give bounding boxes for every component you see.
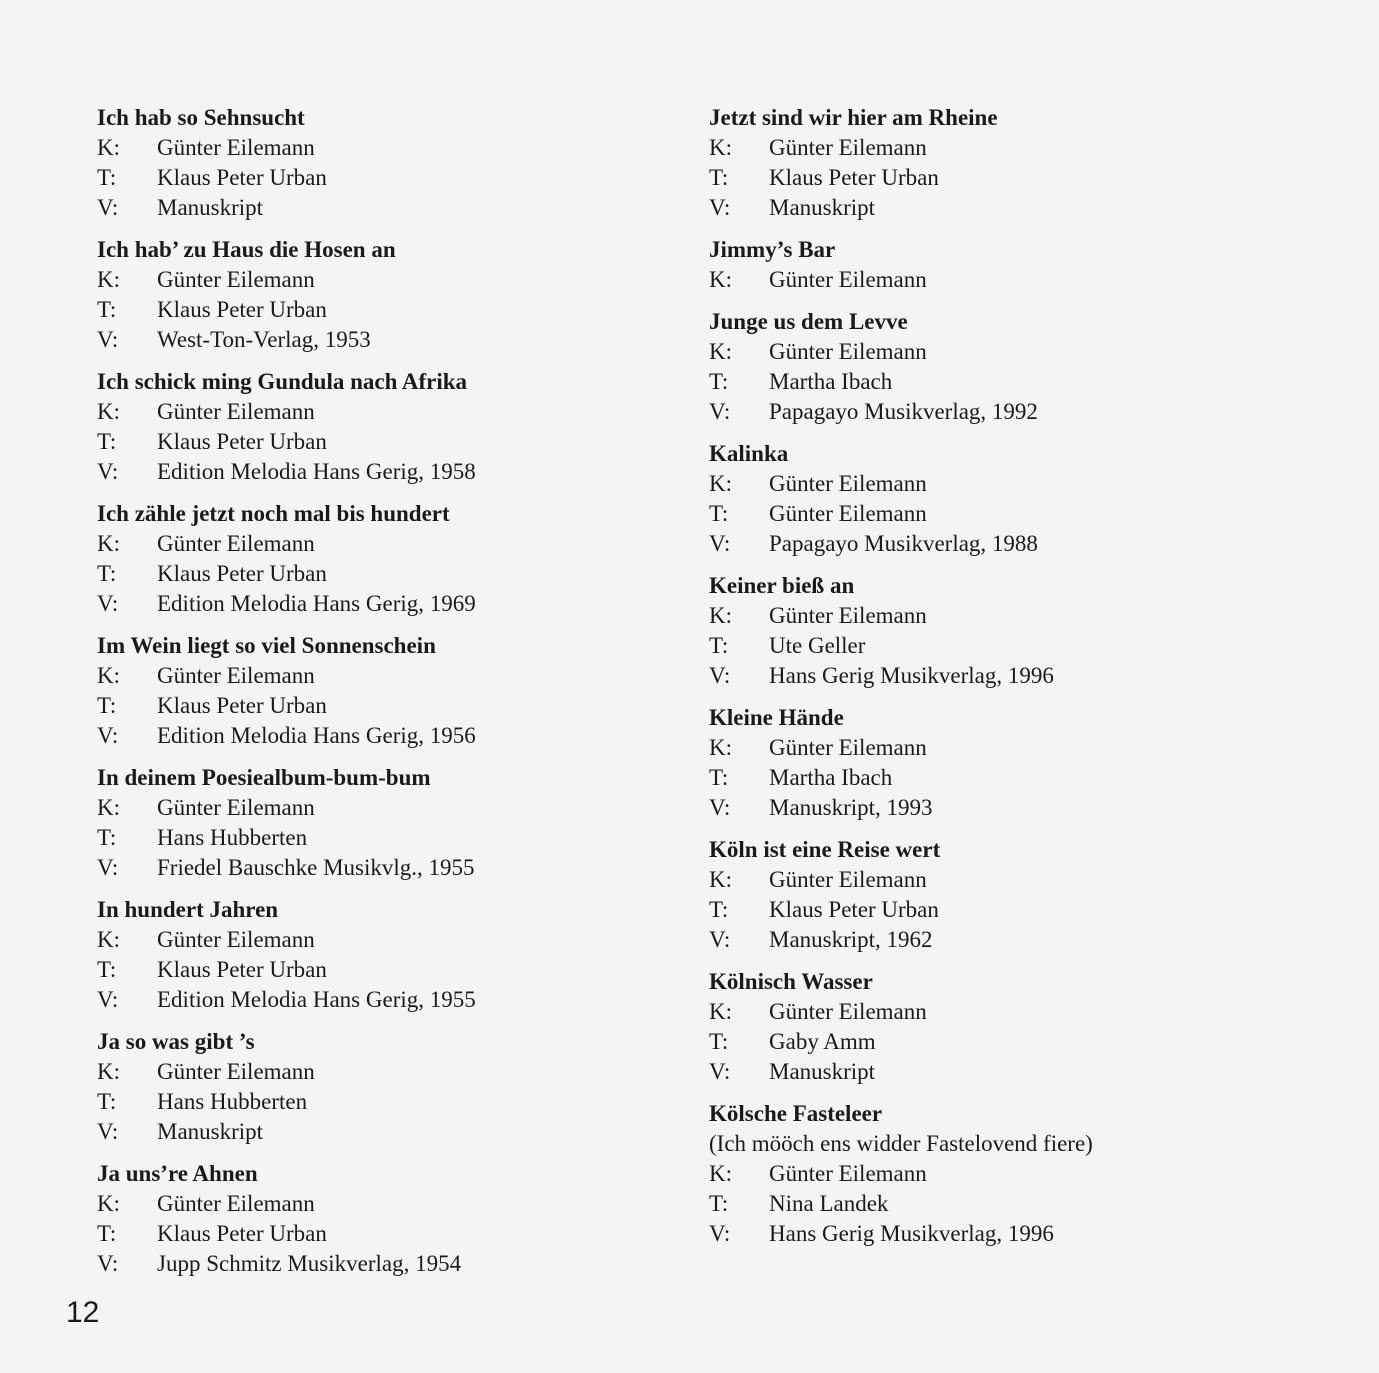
credit-value: Klaus Peter Urban — [157, 957, 327, 982]
credit-value: Günter Eilemann — [157, 795, 315, 820]
credit-role: T: — [97, 165, 117, 190]
song-entry — [709, 103, 1309, 223]
credit-value: Hans Hubberten — [157, 1089, 308, 1114]
song-entry — [709, 571, 1309, 691]
credit-role: V: — [97, 723, 119, 748]
credit-role: V: — [97, 1119, 119, 1144]
credit-line — [709, 631, 1309, 661]
credit-value: Günter Eilemann — [157, 531, 315, 556]
song-entry — [97, 631, 697, 751]
credit-line — [709, 763, 1309, 793]
song-entry — [97, 103, 697, 223]
credit-value: Klaus Peter Urban — [157, 165, 327, 190]
credit-role: V: — [97, 987, 119, 1012]
credit-value: Hans Hubberten — [157, 825, 308, 850]
credit-value: Manuskript — [157, 1119, 264, 1144]
song-entry — [97, 499, 697, 619]
right-column — [709, 103, 1309, 1261]
credit-value: Günter Eilemann — [769, 1161, 927, 1186]
song-title: Jimmy’s Bar — [709, 237, 836, 262]
credit-role: K: — [97, 1059, 120, 1084]
credit-line — [709, 529, 1309, 559]
credit-role: V: — [97, 855, 119, 880]
credit-value: Martha Ibach — [769, 765, 893, 790]
left-column — [97, 103, 697, 1291]
credit-line — [97, 823, 697, 853]
song-entry — [709, 439, 1309, 559]
song-entry — [709, 703, 1309, 823]
song-entry — [97, 367, 697, 487]
credit-role: T: — [709, 633, 729, 658]
credit-role: T: — [97, 825, 117, 850]
credit-line — [709, 733, 1309, 763]
credit-value: Klaus Peter Urban — [769, 165, 939, 190]
credit-value: Jupp Schmitz Musikverlag, 1954 — [157, 1251, 462, 1276]
credit-role: K: — [97, 1191, 120, 1216]
credit-line — [97, 925, 697, 955]
credit-line — [97, 1249, 697, 1279]
credit-role: K: — [709, 339, 732, 364]
song-entry — [97, 235, 697, 355]
credit-role: T: — [709, 165, 729, 190]
credit-role: T: — [97, 429, 117, 454]
credit-role: T: — [709, 1191, 729, 1216]
credit-value: Klaus Peter Urban — [769, 897, 939, 922]
credit-line — [709, 601, 1309, 631]
credit-value: Günter Eilemann — [769, 135, 927, 160]
credit-value: Klaus Peter Urban — [157, 693, 327, 718]
credit-role: K: — [97, 399, 120, 424]
credit-line — [709, 193, 1309, 223]
credit-role: K: — [97, 663, 120, 688]
credit-value: Günter Eilemann — [769, 339, 927, 364]
song-title: Jetzt sind wir hier am Rheine — [709, 105, 998, 130]
credit-role: V: — [709, 1221, 731, 1246]
credit-line — [709, 865, 1309, 895]
credit-value: Günter Eilemann — [769, 735, 927, 760]
song-title: Ja uns’re Ahnen — [97, 1161, 258, 1186]
credit-role: K: — [709, 603, 732, 628]
credit-role: T: — [97, 1221, 117, 1246]
credit-value: Günter Eilemann — [769, 501, 927, 526]
credit-line — [97, 427, 697, 457]
credit-line — [709, 1219, 1309, 1249]
credit-line — [97, 955, 697, 985]
page-number: 12 — [66, 1296, 100, 1329]
credit-value: Günter Eilemann — [769, 867, 927, 892]
credit-value: Papagayo Musikverlag, 1988 — [769, 531, 1038, 556]
credit-role: V: — [709, 195, 731, 220]
credit-role: V: — [97, 195, 119, 220]
song-title: In hundert Jahren — [97, 897, 279, 922]
credit-role: V: — [97, 591, 119, 616]
credit-line — [97, 529, 697, 559]
credit-value: Edition Melodia Hans Gerig, 1958 — [157, 459, 476, 484]
credit-role: V: — [709, 927, 731, 952]
credit-role: V: — [709, 795, 731, 820]
song-entry — [709, 307, 1309, 427]
song-entry — [97, 763, 697, 883]
credit-role: T: — [97, 693, 117, 718]
song-entry — [709, 1099, 1309, 1249]
credit-line — [709, 661, 1309, 691]
credit-value: Günter Eilemann — [157, 135, 315, 160]
credit-line — [97, 1219, 697, 1249]
song-title: Köln ist eine Reise wert — [709, 837, 941, 862]
song-title: Ich schick ming Gundula nach Afrika — [97, 369, 468, 394]
credit-value: Klaus Peter Urban — [157, 297, 327, 322]
credit-line — [97, 793, 697, 823]
song-title: Junge us dem Levve — [709, 309, 908, 334]
song-title: Im Wein liegt so viel Sonnenschein — [97, 633, 436, 658]
credit-role: K: — [709, 867, 732, 892]
song-title: Kalinka — [709, 441, 789, 466]
credit-value: Klaus Peter Urban — [157, 1221, 327, 1246]
credit-line — [97, 721, 697, 751]
credit-role: V: — [97, 327, 119, 352]
credit-value: Gaby Amm — [769, 1029, 876, 1054]
credit-line — [709, 1159, 1309, 1189]
credit-role: T: — [97, 957, 117, 982]
credit-value: Günter Eilemann — [769, 999, 927, 1024]
credit-role: T: — [709, 369, 729, 394]
credit-line — [97, 295, 697, 325]
credit-role: K: — [97, 267, 120, 292]
credit-line — [97, 853, 697, 883]
credit-value: Edition Melodia Hans Gerig, 1969 — [157, 591, 476, 616]
credit-value: Günter Eilemann — [157, 663, 315, 688]
song-entry — [709, 235, 1309, 295]
song-title: In deinem Poesiealbum-bum-bum — [97, 765, 431, 790]
credit-line — [709, 1057, 1309, 1087]
song-title: Keiner biеß an — [709, 573, 855, 598]
credit-line — [97, 691, 697, 721]
credit-value: Manuskript, 1962 — [769, 927, 933, 952]
credit-role: K: — [709, 999, 732, 1024]
credit-line — [97, 985, 697, 1015]
credit-line — [709, 1189, 1309, 1219]
credit-value: West-Ton-Verlag, 1953 — [157, 327, 371, 352]
credit-role: K: — [709, 267, 732, 292]
credit-value: Günter Eilemann — [157, 927, 315, 952]
credit-value: Hans Gerig Musikverlag, 1996 — [769, 1221, 1054, 1246]
credit-line — [97, 193, 697, 223]
credit-role: K: — [97, 531, 120, 556]
credit-line — [709, 265, 1309, 295]
credit-value: Günter Eilemann — [157, 1059, 315, 1084]
song-entry — [97, 1159, 697, 1279]
credit-line — [709, 793, 1309, 823]
credit-value: Edition Melodia Hans Gerig, 1955 — [157, 987, 476, 1012]
credit-value: Günter Eilemann — [157, 267, 315, 292]
credit-line — [709, 925, 1309, 955]
credit-value: Günter Eilemann — [769, 471, 927, 496]
credit-role: T: — [97, 561, 117, 586]
credit-role: K: — [97, 927, 120, 952]
credit-role: K: — [709, 135, 732, 160]
song-title: Ich hab so Sehnsucht — [97, 105, 305, 130]
song-title: Kleine Hände — [709, 705, 844, 730]
credit-line — [709, 997, 1309, 1027]
credit-line — [97, 397, 697, 427]
song-title: Ich zähle jetzt noch mal bis hundert — [97, 501, 450, 526]
credit-line — [709, 337, 1309, 367]
credit-role: V: — [709, 663, 731, 688]
credit-line — [97, 559, 697, 589]
credit-line — [97, 1057, 697, 1087]
song-entry — [709, 835, 1309, 955]
credit-line — [709, 469, 1309, 499]
credit-role: K: — [97, 795, 120, 820]
credit-value: Edition Melodia Hans Gerig, 1956 — [157, 723, 476, 748]
credit-role: K: — [97, 135, 120, 160]
credit-value: Papagayo Musikverlag, 1992 — [769, 399, 1038, 424]
credit-role: T: — [709, 1029, 729, 1054]
song-entry — [709, 967, 1309, 1087]
credit-line — [709, 397, 1309, 427]
credit-role: T: — [709, 897, 729, 922]
credit-value: Günter Eilemann — [157, 399, 315, 424]
song-title: Ich hab’ zu Haus die Hosen an — [97, 237, 396, 262]
credit-line — [709, 367, 1309, 397]
credit-line — [97, 133, 697, 163]
credit-role: T: — [709, 501, 729, 526]
credit-value: Manuskript — [157, 195, 264, 220]
song-entry — [97, 895, 697, 1015]
credit-role: K: — [709, 735, 732, 760]
credit-line — [97, 661, 697, 691]
credit-role: V: — [709, 1059, 731, 1084]
credit-value: Günter Eilemann — [769, 267, 927, 292]
credit-line — [709, 895, 1309, 925]
credit-value: Klaus Peter Urban — [157, 561, 327, 586]
credit-value: Klaus Peter Urban — [157, 429, 327, 454]
credit-value: Manuskript — [769, 1059, 876, 1084]
credit-line — [97, 325, 697, 355]
credit-role: V: — [97, 1251, 119, 1276]
credit-role: V: — [709, 531, 731, 556]
credit-line — [97, 457, 697, 487]
song-title: Kölnisch Wasser — [709, 969, 873, 994]
credit-value: Günter Eilemann — [769, 603, 927, 628]
credit-role: V: — [709, 399, 731, 424]
credit-role: V: — [97, 459, 119, 484]
credit-value: Manuskript — [769, 195, 876, 220]
credit-line — [709, 499, 1309, 529]
song-title: Kölsche Fasteleer — [709, 1101, 883, 1126]
credit-line — [97, 1087, 697, 1117]
credit-line — [709, 163, 1309, 193]
credit-line — [97, 163, 697, 193]
credit-value: Manuskript, 1993 — [769, 795, 933, 820]
credit-value: Ute Geller — [769, 633, 866, 658]
credit-role: K: — [709, 471, 732, 496]
credit-line — [97, 1117, 697, 1147]
credit-role: K: — [709, 1161, 732, 1186]
credit-role: T: — [97, 297, 117, 322]
credit-role: T: — [709, 765, 729, 790]
credit-value: Nina Landek — [769, 1191, 889, 1216]
credit-line — [97, 589, 697, 619]
credit-line — [709, 133, 1309, 163]
credit-value: Friedel Bauschke Musikvlg., 1955 — [157, 855, 475, 880]
credit-role: T: — [97, 1089, 117, 1114]
credit-value: Hans Gerig Musikverlag, 1996 — [769, 663, 1054, 688]
credit-value: Martha Ibach — [769, 369, 893, 394]
credit-value: Günter Eilemann — [157, 1191, 315, 1216]
song-title: Ja so was gibt ’s — [97, 1029, 255, 1054]
song-entry — [97, 1027, 697, 1147]
credit-line — [97, 265, 697, 295]
song-subtitle: (Ich mööch ens widder Fastelovend fiere) — [709, 1131, 1093, 1156]
credit-line — [709, 1027, 1309, 1057]
credit-line — [97, 1189, 697, 1219]
